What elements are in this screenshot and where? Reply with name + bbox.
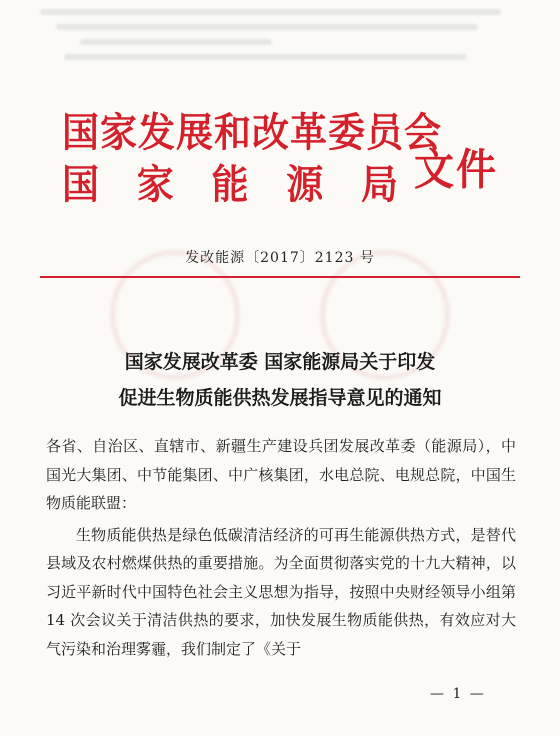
- issuer-char: 源: [286, 161, 324, 208]
- document-body: [46, 432, 516, 663]
- document-number: 发改能源〔2017〕2123 号: [185, 250, 375, 266]
- issuer-char: 能: [211, 161, 249, 208]
- red-header: [62, 108, 522, 218]
- issuer-char: 家: [136, 161, 174, 208]
- title-line-1: 国家发展改革委 国家能源局关于印发: [124, 351, 436, 373]
- issuer-char: 国: [62, 161, 99, 208]
- reverse-side-bleed-through: [40, 0, 520, 90]
- issuer-block: [62, 108, 442, 208]
- title-line-2: 促进生物质能供热发展指导意见的通知: [118, 387, 442, 409]
- body-paragraph: 生物质能供热是绿色低碳清洁经济的可再生能源供热方式，是替代县域及农村燃煤供热的重要措施。为全面贯彻落实党的十九大精神，以习近平新时代中国特色社会主义思想为指导，按照中央财经领导小组第 14 次会议关于清洁供热的要求，加快发展生物质能供热，有效应对大气污染和治理雾霾，我们制定了《关于: [46, 525, 516, 658]
- document-title: [0, 344, 560, 416]
- issuer-char: 局: [361, 161, 398, 208]
- issuer-ndrc: 国家发展和改革委员会: [62, 109, 442, 156]
- page-number: — 1 —: [430, 686, 486, 702]
- red-divider-line: [40, 276, 520, 278]
- doc-type-label: 文件: [414, 145, 498, 196]
- addressees: 各省、自治区、直辖市、新疆生产建设兵团发展改革委（能源局），中国光大集团、中节能集团、中广核集团，水电总院、电规总院，中国生物质能联盟：: [46, 437, 516, 512]
- issuer-nea: [62, 160, 398, 210]
